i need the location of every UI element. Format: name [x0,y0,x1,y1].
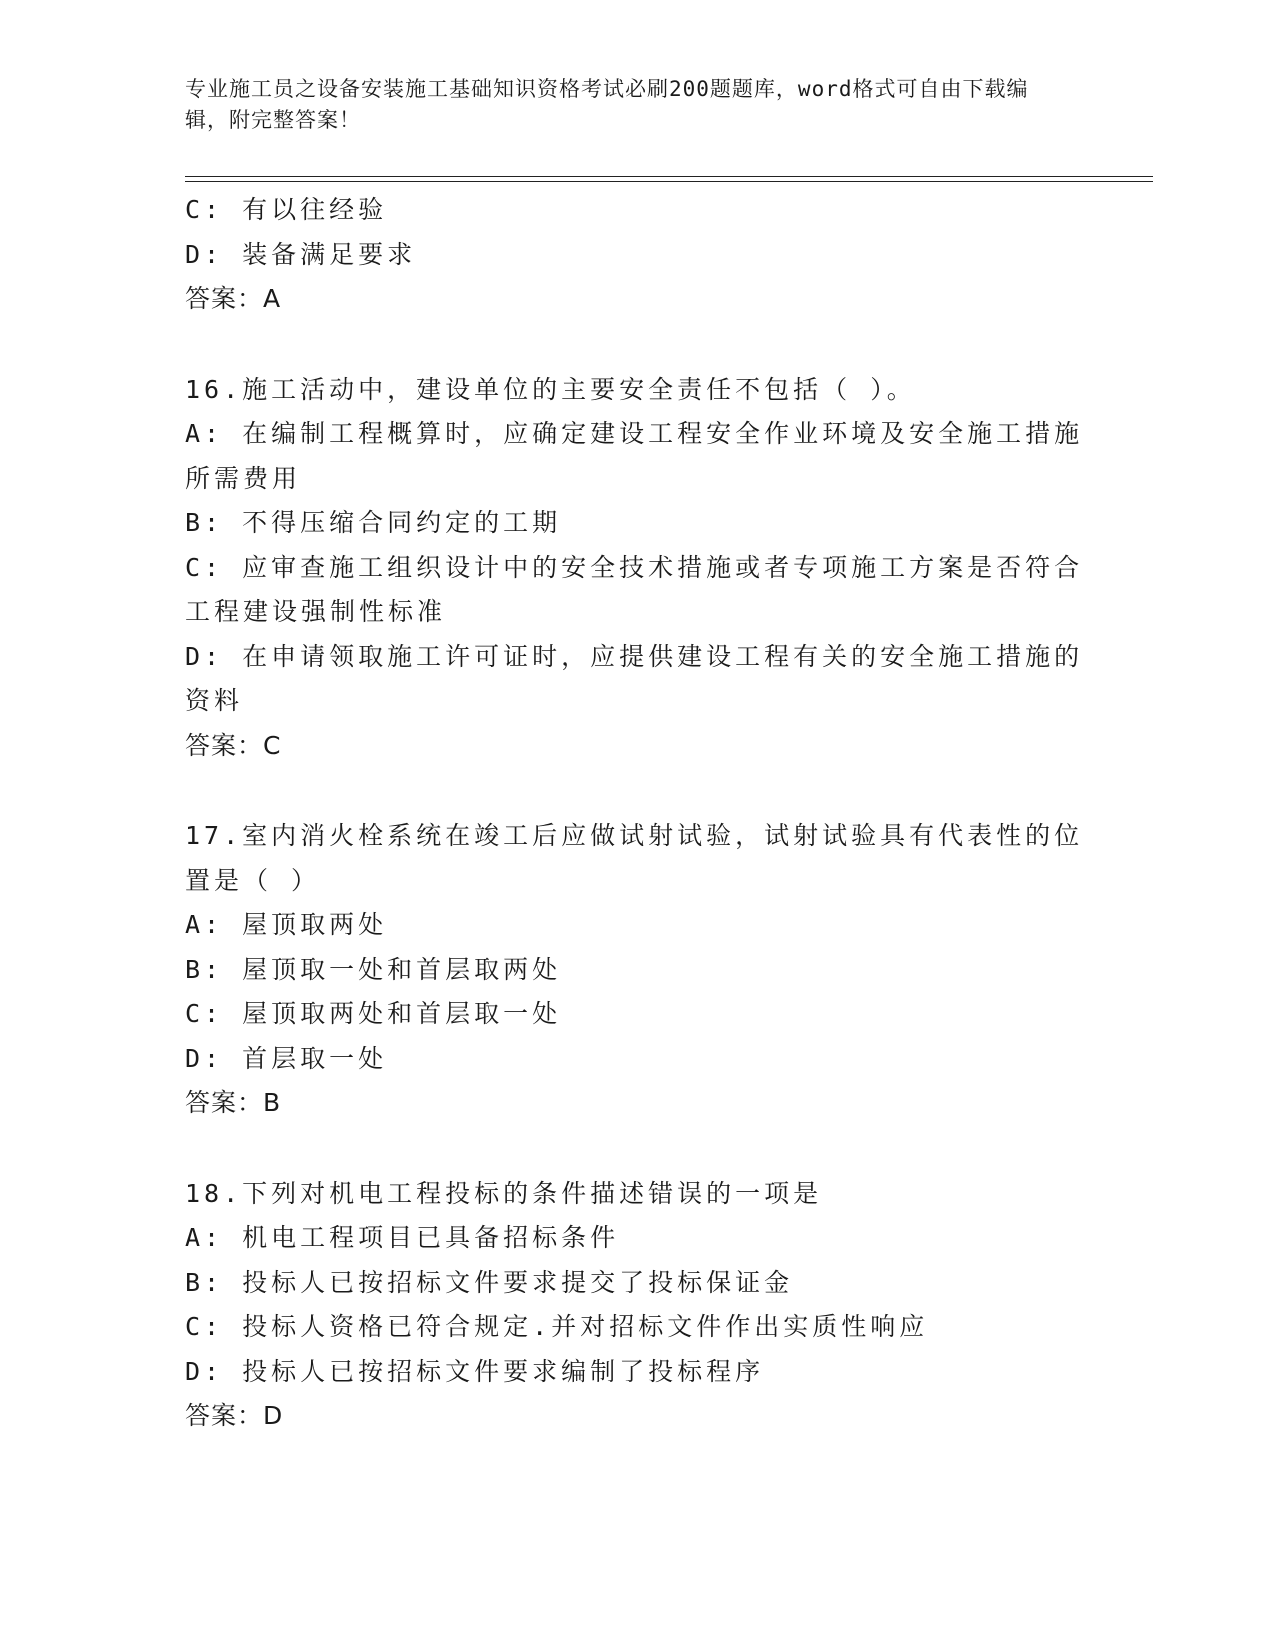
answer-line: 答案：C [185,730,282,760]
option-b: B: 不得压缩合同约定的工期 [185,508,562,537]
spacer [185,1126,1085,1172]
option-d: D: 在申请领取施工许可证时，应提供建设工程有关的安全施工措施的资料 [185,641,1084,715]
partial-question [185,188,1085,322]
question-stem: 16.施工活动中，建设单位的主要安全责任不包括（ ）。 [185,374,916,404]
question-16 [185,368,1085,769]
answer-line: 答案：D [185,1401,284,1430]
option-d: D: 投标人已按招标文件要求编制了投标程序 [185,1356,765,1386]
header-divider-top [185,176,1153,177]
option-c: C: 有以往经验 [185,195,388,224]
document-header: 专业施工员之设备安装施工基础知识资格考试必刷200题题库，word格式可自由下载编辑，附完整答案！ [185,77,1029,132]
option-b: B: 投标人已按招标文件要求提交了投标保证金 [185,1267,794,1297]
spacer [185,322,1085,368]
option-b: B: 屋顶取一处和首层取两处 [185,954,562,984]
option-c: C: 屋顶取两处和首层取一处 [185,999,562,1028]
option-c: C: 投标人资格已符合规定.并对招标文件作出实质性响应 [185,1312,929,1341]
question-18 [185,1172,1085,1439]
question-content [185,188,1085,1439]
option-c: C: 应审查施工组织设计中的安全技术措施或者专项施工方案是否符合工程建设强制性标准 [185,552,1084,626]
option-a: A: 在编制工程概算时，应确定建设工程安全作业环境及安全施工措施所需费用 [185,419,1084,493]
question-17 [185,814,1085,1126]
question-stem: 17.室内消火栓系统在竣工后应做试射试验，试射试验具有代表性的位置是（ ） [185,821,1084,895]
option-d: D: 装备满足要求 [185,239,417,269]
header-divider-bottom [185,181,1153,182]
option-d: D: 首层取一处 [185,1043,388,1073]
option-a: A: 屋顶取两处 [185,910,388,939]
spacer [185,768,1085,814]
answer-line: 答案：A [185,284,282,313]
question-stem: 18.下列对机电工程投标的条件描述错误的一项是 [185,1178,823,1208]
option-a: A: 机电工程项目已具备招标条件 [185,1223,620,1252]
answer-line: 答案：B [185,1088,282,1117]
